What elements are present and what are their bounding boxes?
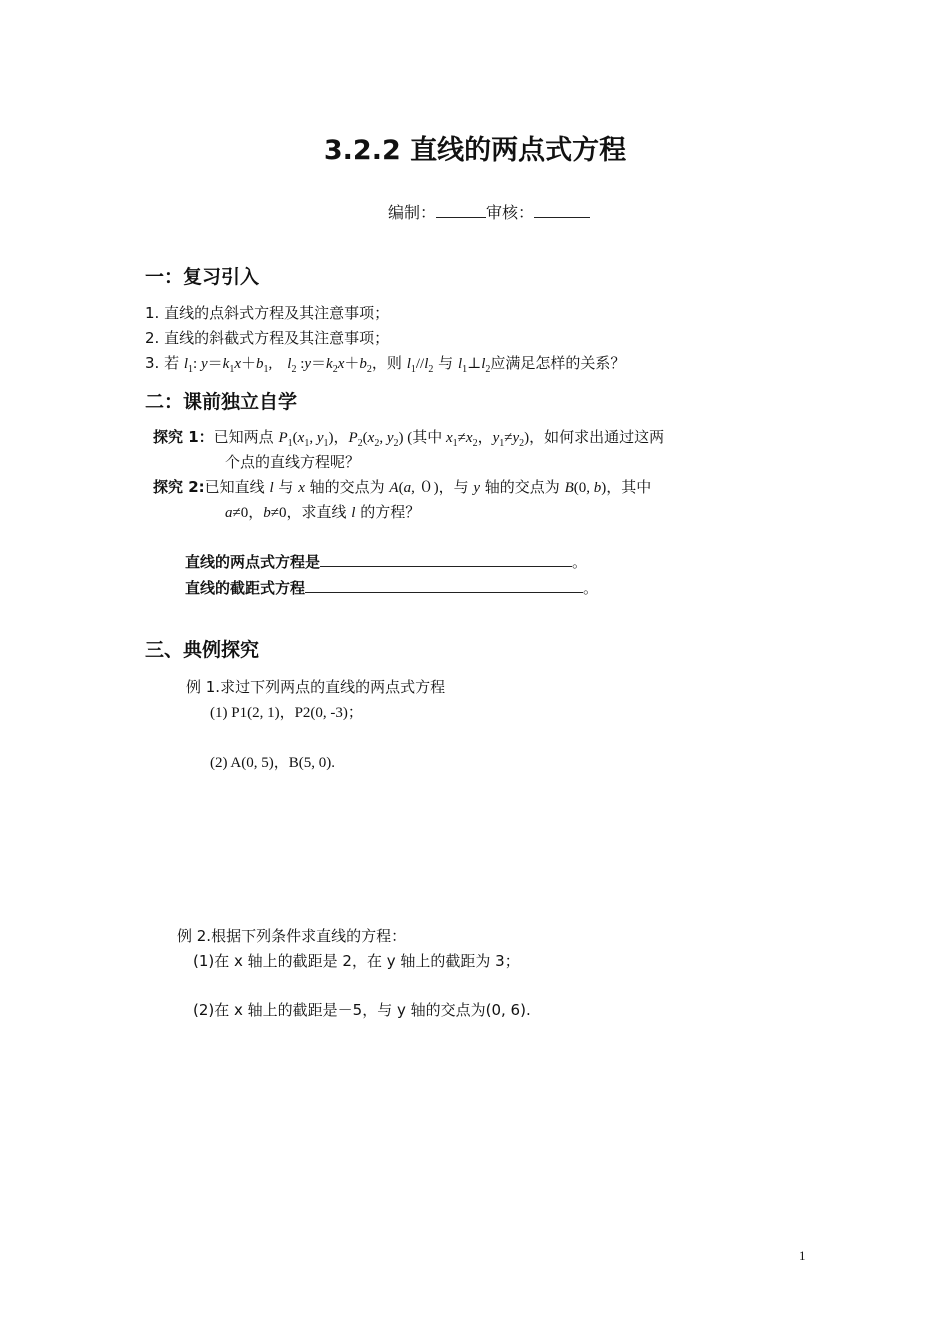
explore-1-text2: ，如何求出通过这两 (529, 428, 665, 446)
explore-1-label: 探究 1： (153, 428, 214, 446)
explore-2-text: 已知直线 (204, 478, 265, 496)
explore-2: 探究 2:已知直线 l 与 x 轴的交点为 A(a, ０)，与 y 轴的交点为 B(0, b)，其中 (153, 478, 652, 496)
compile-blank[interactable] (436, 201, 486, 218)
example-1-part-1: (1) P1(2, 1)，P2(0, -3)； (210, 705, 363, 721)
review-label: 审核： (486, 203, 535, 222)
review-item-3-suffix: 应满足怎样的关系？ (490, 354, 626, 372)
explore-1-text: 已知两点 (213, 428, 274, 446)
example-1-part-2: (2) A(0, 5)，B(5, 0). (210, 755, 335, 771)
author-line (388, 200, 590, 223)
explore-2-cont-text: ，求直线 (286, 503, 347, 521)
section-self-study: 二：课前独立自学 (145, 391, 298, 413)
review-item-3-prefix: 3. 若 (145, 354, 180, 372)
review-item-3: 3. 若 $l_1$: $y=k_1x+b_1$, $l_2$ $:y=k_2x+b_2$，则 $l_1//l_2$ 与 $l_1\perp l_2$应满足怎样的关系？ (145, 354, 626, 375)
section-examples: 三、典例探究 (145, 639, 260, 661)
explore-1-cont: 个点的直线方程呢？ (225, 453, 361, 471)
example-1-title: 例 1.求过下列两点的直线的两点式方程 (186, 678, 446, 696)
two-point-label: 直线的两点式方程是 (185, 553, 321, 571)
compile-label: 编制： (388, 203, 437, 222)
review-item-1: 1. 直线的点斜式方程及其注意事项； (145, 304, 390, 322)
intercept-blank[interactable] (305, 576, 583, 593)
explore-2-label: 探究 2: (153, 478, 205, 496)
two-point-period: 。 (572, 553, 588, 571)
two-point-blank[interactable] (320, 550, 572, 567)
intercept-label: 直线的截距式方程 (185, 579, 306, 597)
intercept-period: 。 (583, 579, 599, 597)
intercept-line (185, 576, 598, 598)
example-2-part-1: (1)在 x 轴上的截距是 2，在 y 轴上的截距为 3； (193, 952, 520, 970)
review-blank[interactable] (534, 201, 590, 218)
example-2-title: 例 2.根据下列条件求直线的方程： (177, 927, 407, 945)
two-point-line (185, 550, 587, 572)
explore-1: 探究 1：已知两点 $P_1(x_1$, $y_1$)，$P_2(x_2$, $y_2$) (其中 $x_1\ne x_2$，$y_1\ne y_2$)，如何求出通过这两 (153, 428, 665, 449)
page-title: 3.2.2 直线的两点式方程 (323, 135, 627, 166)
explore-2-cont: a≠0，b≠0，求直线 l 的方程？ (225, 503, 421, 521)
example-2-part-2: (2)在 x 轴上的截距是－5，与 y 轴的交点为(0, 6). (193, 1001, 531, 1019)
review-item-2: 2. 直线的斜截式方程及其注意事项； (145, 329, 390, 347)
section-review: 一：复习引入 (145, 266, 260, 288)
explore-2-cont-text2: 的方程？ (360, 503, 421, 521)
review-item-3-mid: ，则 (371, 354, 402, 372)
page-number: 1 (799, 1248, 806, 1263)
